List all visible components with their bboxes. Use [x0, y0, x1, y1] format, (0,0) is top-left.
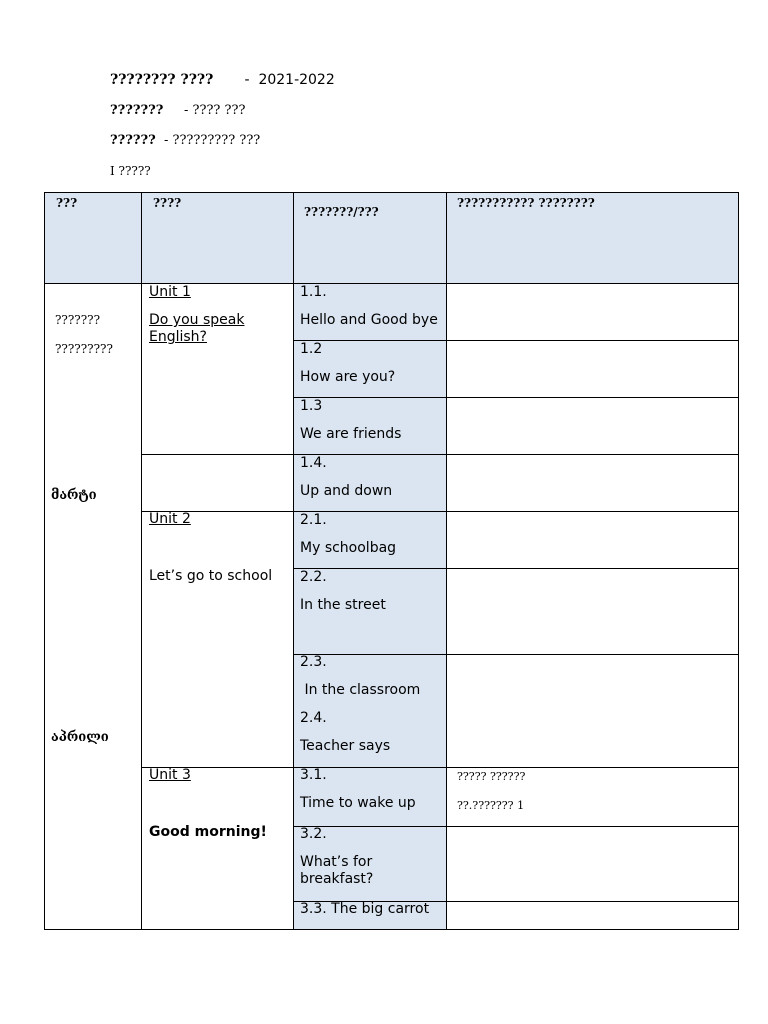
month-march: მარტი	[51, 488, 97, 503]
border-left	[44, 192, 45, 930]
col-divider-2	[293, 192, 294, 930]
note-line: ????? ??????	[457, 770, 526, 783]
teacher-label: ??????	[110, 133, 156, 148]
row-divider	[293, 397, 739, 398]
lesson-num: 3.2.	[300, 826, 327, 842]
col-divider-3	[446, 192, 447, 930]
row-divider	[293, 340, 739, 341]
col-divider-1	[141, 192, 142, 930]
lesson-num: 1.3	[300, 398, 323, 414]
row-divider	[141, 511, 739, 512]
unit-1-name: Do you speak English?	[149, 312, 245, 345]
lesson-title: Time to wake up	[300, 795, 416, 811]
header-col-month: ???	[56, 196, 78, 210]
border-top	[44, 192, 739, 193]
year-value: 2021-2022	[258, 72, 335, 88]
month-cell-line2: ?????????	[55, 342, 113, 356]
lesson-title: What’s for breakfast?	[300, 854, 374, 887]
lesson-num: 3.3. The big carrot	[300, 901, 430, 917]
lesson-title: Hello and Good bye	[300, 312, 438, 328]
header-row-bg	[45, 193, 738, 284]
year-separator: -	[244, 72, 250, 88]
row-divider	[141, 767, 739, 768]
header-col-lesson: ???????/???	[304, 205, 379, 219]
header-col-notes: ??????????? ????????	[457, 196, 595, 210]
lesson-num: 1.4.	[300, 455, 327, 471]
month-cell-line1: ???????	[55, 313, 101, 327]
lesson-title: My schoolbag	[300, 540, 397, 556]
lesson-title: In the street	[300, 597, 386, 613]
lesson-num: 2.2.	[300, 569, 327, 585]
year-label: ???????? ????	[110, 72, 214, 88]
header-line-semester: I ?????	[110, 164, 151, 178]
lesson-num: 2.3.	[300, 654, 327, 670]
unit-2-title: Unit 2	[149, 511, 191, 527]
lesson-title: Teacher says	[300, 738, 391, 754]
note-line: ??.??????? 1	[457, 799, 525, 812]
lesson-num: 3.1.	[300, 767, 327, 783]
lesson-num: 1.2	[300, 341, 323, 357]
border-bottom	[44, 929, 739, 930]
lesson-num: 2.1.	[300, 512, 327, 528]
header-col-unit: ????	[153, 196, 182, 210]
unit-3-title: Unit 3	[149, 767, 191, 783]
teacher-value: - ????????? ???	[163, 133, 261, 148]
unit-1-title: Unit 1	[149, 284, 191, 300]
border-right	[738, 192, 739, 930]
row-divider	[293, 826, 739, 827]
subject-label: ???????	[110, 103, 164, 118]
lesson-title: In the classroom	[300, 682, 421, 698]
unit-2-name: Let’s go to school	[149, 568, 273, 584]
lesson-title: How are you?	[300, 369, 396, 385]
lesson-num: 2.4.	[300, 710, 327, 726]
lesson-title: Up and down	[300, 483, 393, 499]
lesson-title: We are friends	[300, 426, 402, 442]
subject-value: - ???? ???	[184, 103, 246, 118]
unit-3-name: Good morning!	[149, 824, 267, 840]
month-april: აპრილი	[51, 730, 109, 745]
row-divider	[293, 654, 739, 655]
row-divider	[141, 454, 739, 455]
lesson-num: 1.1.	[300, 284, 327, 300]
row-divider	[293, 568, 739, 569]
